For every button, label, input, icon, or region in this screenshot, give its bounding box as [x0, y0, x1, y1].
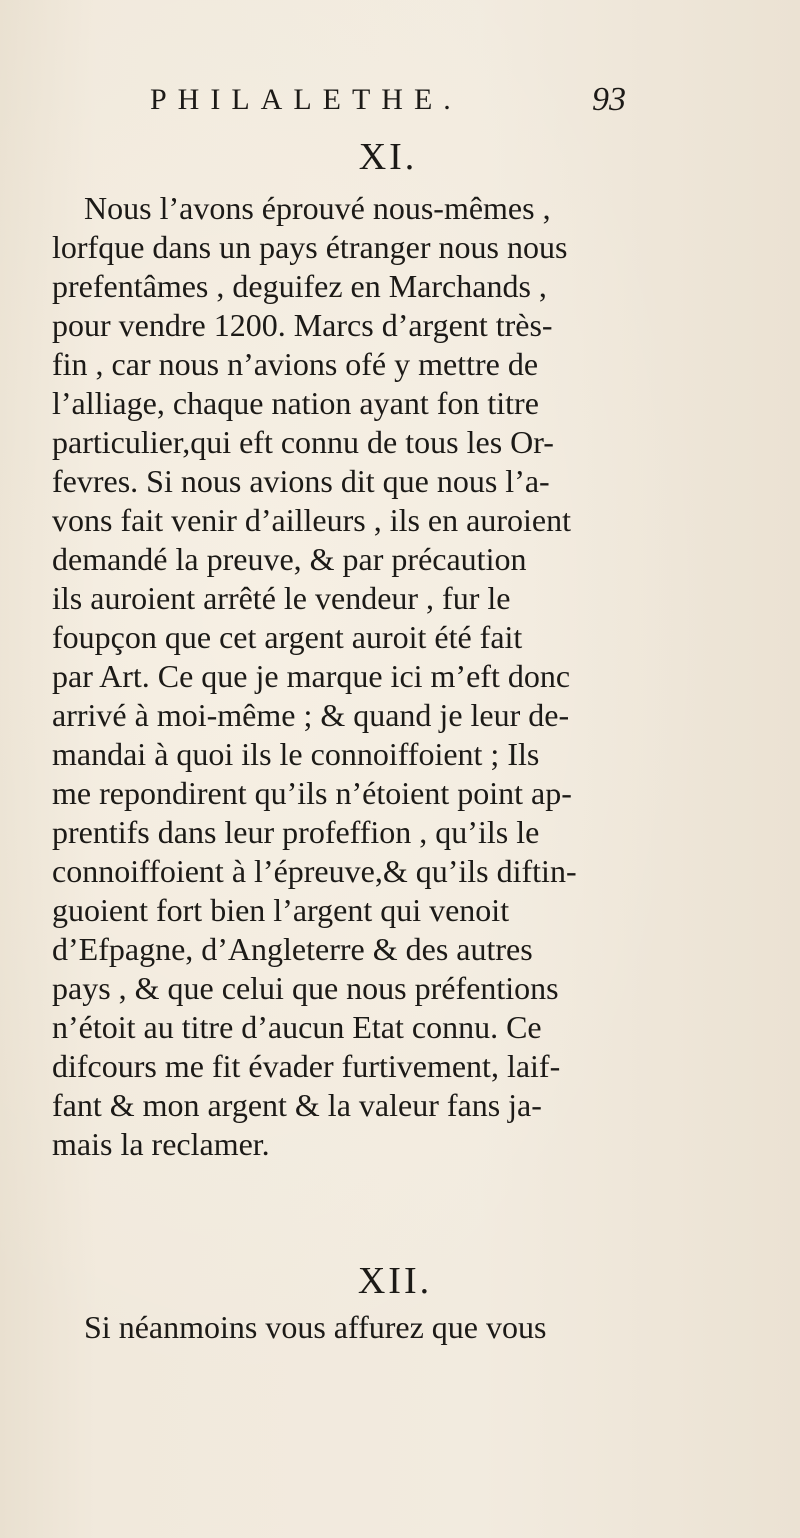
- text-line: pays , & que celui que nous préfentions: [52, 970, 559, 1006]
- text-line: arrivé à moi-même ; & quand je leur de-: [52, 697, 570, 733]
- text-line: difcours me fit évader furtivement, laif-: [52, 1048, 561, 1084]
- text-line: ils auroient arrêté le vendeur , fur le: [52, 580, 511, 616]
- text-line: particulier,qui eft connu de tous les Or-: [52, 424, 554, 460]
- text-line: demandé la preuve, & par précaution: [52, 541, 527, 577]
- text-line: prentifs dans leur profeffion , qu’ils le: [52, 814, 540, 850]
- text-line: me repondirent qu’ils n’étoient point ap-: [52, 775, 572, 811]
- section-xi-paragraph: [52, 189, 772, 1164]
- text-line: mandai à quoi ils le connoiffoient ; Ils: [52, 736, 540, 772]
- text-line: lorfque dans un pays étranger nous nous: [52, 229, 568, 265]
- page-number: 93: [592, 81, 626, 118]
- text-line: mais la reclamer.: [52, 1126, 270, 1162]
- text-line: d’Efpagne, d’Angleterre & des autres: [52, 931, 533, 967]
- text-line: fant & mon argent & la valeur fans ja-: [52, 1087, 542, 1123]
- running-head: [150, 78, 710, 122]
- section-xii-paragraph: [52, 1308, 772, 1347]
- text-line: connoiffoient à l’épreuve,& qu’ils diftin-: [52, 853, 577, 889]
- text-line: fevres. Si nous avions dit que nous l’a-: [52, 463, 550, 499]
- running-title: PHILALETHE.: [150, 83, 462, 116]
- text-line: Si néanmoins vous affurez que vous: [84, 1309, 547, 1345]
- text-line: fin , car nous n’avions ofé y mettre de: [52, 346, 539, 382]
- text-line: guoient fort bien l’argent qui venoit: [52, 892, 510, 928]
- text-line: Nous l’avons éprouvé nous-mêmes ,: [84, 190, 551, 226]
- text-line: par Art. Ce que je marque ici m’eft donc: [52, 658, 571, 694]
- section-heading-xii: XII.: [357, 1260, 433, 1302]
- section-heading-xi: XI.: [358, 136, 418, 178]
- text-line: foupçon que cet argent auroit été fait: [52, 619, 523, 655]
- text-line: prefentâmes , deguifez en Marchands ,: [52, 268, 547, 304]
- text-line: vons fait venir d’ailleurs , ils en auroient: [52, 502, 571, 538]
- text-line: n’étoit au titre d’aucun Etat connu. Ce: [52, 1009, 542, 1045]
- text-line: l’alliage, chaque nation ayant fon titre: [52, 385, 539, 421]
- text-line: pour vendre 1200. Marcs d’argent très-: [52, 307, 553, 343]
